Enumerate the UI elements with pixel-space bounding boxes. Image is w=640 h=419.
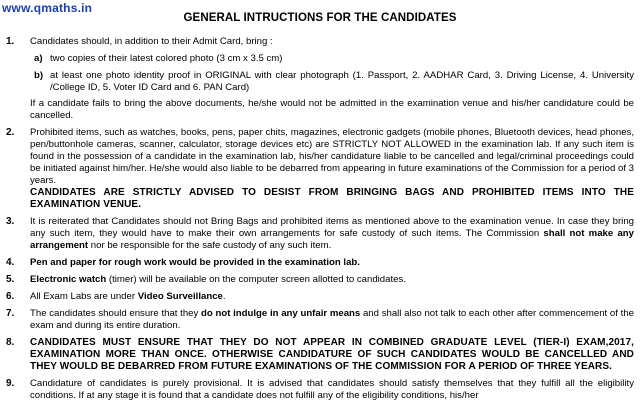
instruction-item-3 xyxy=(6,216,634,252)
sub-item-b xyxy=(30,70,634,94)
sub-item-text: two copies of their latest colored photo (3 cm x 3.5 cm) xyxy=(50,53,283,64)
item-body xyxy=(30,274,634,286)
item-intro: Candidates should, in addition to their Admit Card, bring : xyxy=(30,36,273,47)
item-body xyxy=(30,127,634,211)
item-number: 7. xyxy=(6,308,15,319)
item-warning: CANDIDATES ARE STRICTLY ADVISED TO DESIST FROM BRINGING BAGS AND PROHIBITED ITEMS INTO THE EXAMINATION VENUE. xyxy=(30,187,634,210)
instruction-item-4 xyxy=(6,257,634,269)
item-number: 4. xyxy=(6,257,15,268)
item-number: 5. xyxy=(6,274,15,285)
item-body xyxy=(30,216,634,252)
item-body xyxy=(30,36,634,122)
item-text: All Exam Labs are under xyxy=(30,291,138,302)
item-text: Prohibited items, such as watches, books, pens, paper chits, magazines, electronic gadgets (mobile phones, Bluetooth devices, head phones, pen/buttonhole cameras, scanner, calculator, storage devices etc) are STRICTLY NOT ALLOWED in the examination lab. If any such item is found in the possession of a candidate in the examination lab, his/her candidature liable to be cancelled and legal/criminal proceedings could be initiated against him/her. He/she would also liable to be debarred from appearing in future examinations of the Commission for a period of 3 years. xyxy=(30,127,634,186)
item-body: Candidature of candidates is purely provisional. It is advised that candidates should satisfy themselves that they fulfill all the eligibility conditions. If at any stage it is found that a candidate does not fulfill any of the eligibility conditions, his/her xyxy=(30,378,634,401)
item-number: 1. xyxy=(6,36,15,47)
page-title: GENERAL INTRUCTIONS FOR THE CANDIDATES xyxy=(183,12,457,24)
item-number: 9. xyxy=(6,378,15,389)
item-body xyxy=(30,308,634,332)
instruction-item-6 xyxy=(6,291,634,303)
item-number: 2. xyxy=(6,127,15,138)
item-text: and shall also not talk to each other after commencement of the exam and during its entire duration. xyxy=(30,308,634,331)
item-text: The candidates should ensure that they xyxy=(30,308,202,319)
item-number: 8. xyxy=(6,337,15,348)
instruction-item-2 xyxy=(6,127,634,211)
site-watermark: www.qmaths.in xyxy=(2,1,93,15)
item-note: If a candidate fails to bring the above documents, he/she would not be admitted in the examination venue and his/her candidature could be cancelled. xyxy=(30,98,634,121)
sub-item-a xyxy=(30,53,634,65)
item-number: 6. xyxy=(6,291,15,302)
item-text: (timer) will be available on the computer screen allotted to candidates. xyxy=(106,274,406,285)
item-warning: CANDIDATES MUST ENSURE THAT THEY DO NOT APPEAR IN COMBINED GRADUATE LEVEL (TIER-I) EXAM,2017, EXAMINATION MORE THAN ONCE. OTHERWISE CANDIDATURE OF SUCH CANDIDATES WOULD BE CANCELLED AND THEY WOULD BE DEBARRED FROM FUTURE EXAMINATIONS OF THE COMMISSION FOR A PERIOD OF THREE YEARS. xyxy=(30,337,634,372)
item-emphasis: shall not make any arrangement xyxy=(30,228,634,251)
instruction-item-5 xyxy=(6,274,634,286)
item-number: 3. xyxy=(6,216,15,227)
instruction-list xyxy=(6,36,634,407)
item-emphasis: do not indulge in any unfair means xyxy=(201,308,361,319)
item-emphasis: Video Surveillance xyxy=(137,291,223,302)
item-body xyxy=(30,291,634,303)
item-text: nor be responsible for the safe custody of any such item. xyxy=(88,240,332,251)
sub-item-text: at least one photo identity proof in ORIGINAL with clear photograph (1. Passport, 2. AADHAR Card, 3. Driving License, 4. University /College ID, 5. Voter ID Card and 6. PAN Card) xyxy=(50,70,634,93)
item-body: Pen and paper for rough work would be provided in the examination lab. xyxy=(30,257,360,268)
sub-item-label: b) xyxy=(34,70,44,81)
instruction-item-8 xyxy=(6,337,634,373)
instruction-item-9 xyxy=(6,378,634,402)
item-text: . xyxy=(222,291,226,302)
item-emphasis: Electronic watch xyxy=(30,274,107,285)
instruction-item-7 xyxy=(6,308,634,332)
item-text: It is reiterated that Candidates should not Bring Bags and prohibited items as mentioned above to the examination venue. In case they bring any such item, they would have to make their own arrangements for safe custody of such items. The Commission xyxy=(30,216,634,239)
sub-item-label: a) xyxy=(34,53,43,64)
instruction-item-1 xyxy=(6,36,634,122)
